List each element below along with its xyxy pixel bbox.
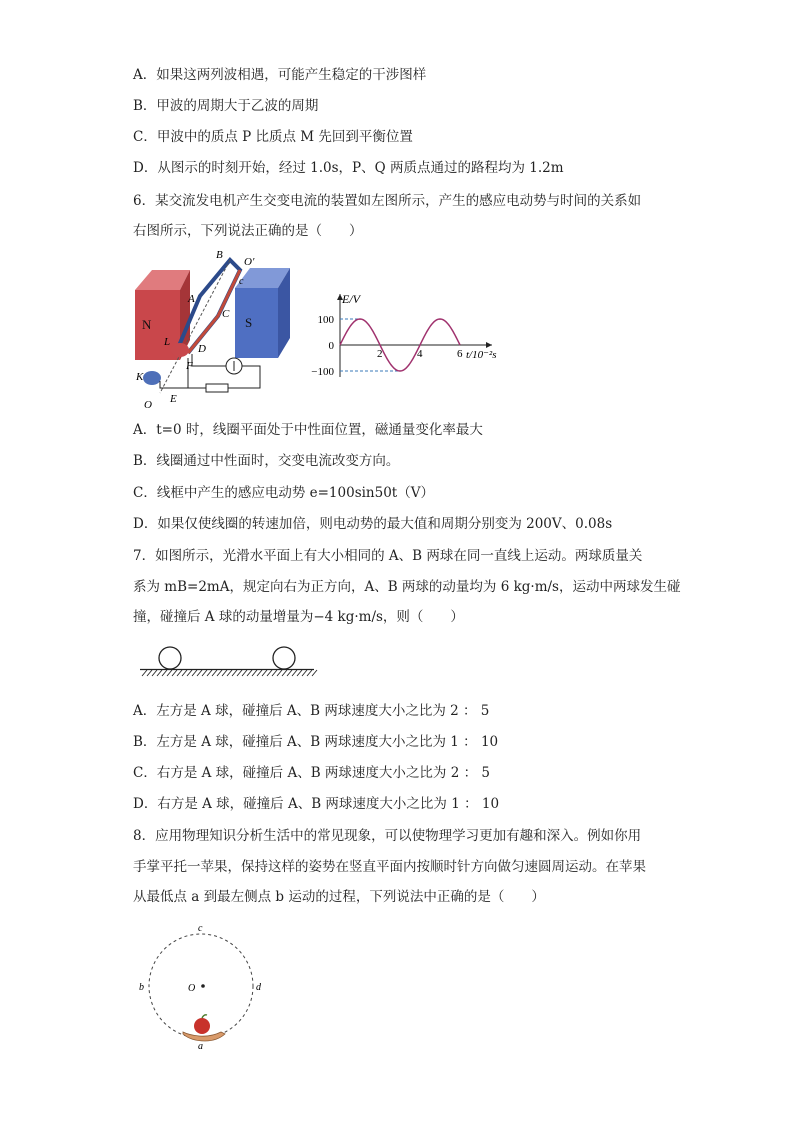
q5-option-d: D．从图示的时刻开始，经过 1.0s，P、Q 两质点通过的路程均为 1.2m	[133, 160, 564, 176]
label-c: c	[198, 923, 203, 934]
q8-stem-line1: 8．应用物理知识分析生活中的常见现象，可以使物理学习更加有趣和深入。例如你用	[133, 828, 642, 844]
ground-hatch	[142, 670, 317, 676]
hatch-line	[302, 670, 307, 676]
label-a: a	[198, 1041, 203, 1050]
hatch-line	[172, 670, 177, 676]
hatch-line	[247, 670, 252, 676]
slip-ring-upper	[171, 343, 189, 357]
hatch-line	[142, 670, 147, 676]
hatch-line	[197, 670, 202, 676]
x-tick-label: 4	[417, 348, 423, 360]
apple-icon	[194, 1018, 210, 1034]
q6-option-c: C．线框中产生的感应电动势 e=100sin50t（V）	[133, 485, 434, 501]
label-a: A	[188, 293, 195, 305]
hatch-line	[232, 670, 237, 676]
resistor-icon	[206, 384, 228, 392]
hatch-line	[162, 670, 167, 676]
hatch-line	[252, 670, 257, 676]
ball-left	[159, 647, 181, 669]
hatch-line	[177, 670, 182, 676]
label-k: K	[136, 371, 144, 383]
y-tick-label: 100	[317, 314, 334, 326]
q7-option-d: D．右方是 A 球，碰撞后 A、B 两球速度大小之比为 1 ： 10	[133, 796, 500, 812]
hatch-line	[272, 670, 277, 676]
label-c-small: c	[239, 276, 244, 287]
hatch-line	[312, 670, 317, 676]
chart-ylabel: E/V	[342, 292, 360, 306]
circular-motion-figure	[133, 920, 273, 1050]
hatch-line	[307, 670, 312, 676]
q7-option-b: B．左方是 A 球，碰撞后 A、B 两球速度大小之比为 1 ： 10	[133, 734, 499, 750]
hatch-line	[257, 670, 262, 676]
label-b: B	[216, 249, 223, 261]
hatch-line	[292, 670, 297, 676]
hatch-line	[207, 670, 212, 676]
hatch-line	[277, 670, 282, 676]
q8-stem-line3: 从最低点 a 到最左侧点 b 运动的过程，下列说法中正确的是（ ）	[133, 889, 545, 905]
label-o-prime: O′	[244, 256, 255, 268]
q6-option-b: B．线圈通过中性面时，交变电流改变方向。	[133, 453, 400, 469]
label-b: b	[139, 982, 144, 993]
label-d: d	[256, 982, 261, 993]
generator-figure	[130, 248, 295, 413]
hatch-line	[297, 670, 302, 676]
hatch-line	[267, 670, 272, 676]
q7-stem-line2: 系为 mB=2mA，规定向右为正方向，A、B 两球的动量均为 6 kg·m/s，运动中两球发生碰	[133, 579, 681, 595]
q6-stem-line2: 右图所示，下列说法正确的是（ ）	[133, 223, 363, 239]
hatch-line	[167, 670, 172, 676]
center-dot	[201, 984, 205, 988]
label-o: O	[144, 399, 152, 411]
hatch-line	[147, 670, 152, 676]
circuit-wire-upper	[192, 354, 226, 366]
q7-stem-line3: 撞，碰撞后 A 球的动量增量为−4 kg·m/s，则（ ）	[133, 609, 464, 625]
q5-option-b: B．甲波的周期大于乙波的周期	[133, 98, 319, 114]
hatch-line	[217, 670, 222, 676]
two-balls-figure	[138, 645, 318, 681]
magnet-s-label: S	[245, 315, 253, 330]
hatch-line	[262, 670, 267, 676]
q8-stem-line2: 手掌平托一苹果，保持这样的姿势在竖直平面内按顺时针方向做匀速圆周运动。在苹果	[133, 859, 646, 875]
hatch-line	[187, 670, 192, 676]
hatch-line	[202, 670, 207, 676]
hatch-line	[182, 670, 187, 676]
chart-xlabel: t/10⁻²s	[466, 349, 497, 361]
x-tick-label: 2	[377, 348, 383, 360]
q6-stem-line1: 6．某交流发电机产生交变电流的装置如左图所示，产生的感应电动势与时间的关系如	[133, 193, 642, 209]
q6-option-d: D．如果仅使线圈的转速加倍，则电动势的最大值和周期分别变为 200V、0.08s	[133, 516, 613, 532]
emf-time-chart	[300, 288, 515, 378]
label-d: D	[198, 343, 206, 355]
hatch-line	[237, 670, 242, 676]
x-tick-label: 6	[457, 348, 463, 360]
q5-option-c: C．甲波中的质点 P 比质点 M 先回到平衡位置	[133, 129, 413, 145]
hatch-line	[192, 670, 197, 676]
q7-option-a: A．左方是 A 球，碰撞后 A、B 两球速度大小之比为 2 ： 5	[133, 703, 490, 719]
hatch-line	[227, 670, 232, 676]
q7-stem-line1: 7．如图所示，光滑水平面上有大小相同的 A、B 两球在同一直线上运动。两球质量关	[133, 548, 643, 564]
magnet-n-label: N	[142, 317, 152, 332]
label-e: E	[170, 393, 177, 405]
slip-ring-lower	[143, 371, 161, 385]
y-tick-label: 0	[328, 340, 334, 352]
label-l: L	[164, 336, 171, 348]
hatch-line	[242, 670, 247, 676]
q5-option-a: A．如果这两列波相遇，可能产生稳定的干涉图样	[133, 67, 427, 83]
label-f: F	[186, 360, 193, 372]
hatch-line	[152, 670, 157, 676]
hatch-line	[212, 670, 217, 676]
hatch-line	[287, 670, 292, 676]
x-axis-arrow-icon	[486, 342, 492, 348]
y-tick-label: −100	[311, 366, 334, 378]
apple-leaf-icon	[202, 1015, 207, 1018]
label-c: C	[222, 308, 230, 320]
q7-option-c: C．右方是 A 球，碰撞后 A、B 两球速度大小之比为 2 ： 5	[133, 765, 490, 781]
label-o: O	[188, 983, 196, 994]
ball-right	[273, 647, 295, 669]
hatch-line	[222, 670, 227, 676]
magnet-s-front	[235, 288, 278, 358]
hatch-line	[282, 670, 287, 676]
hatch-line	[157, 670, 162, 676]
q6-option-a: A．t=0 时，线圈平面处于中性面位置，磁通量变化率最大	[133, 422, 483, 438]
